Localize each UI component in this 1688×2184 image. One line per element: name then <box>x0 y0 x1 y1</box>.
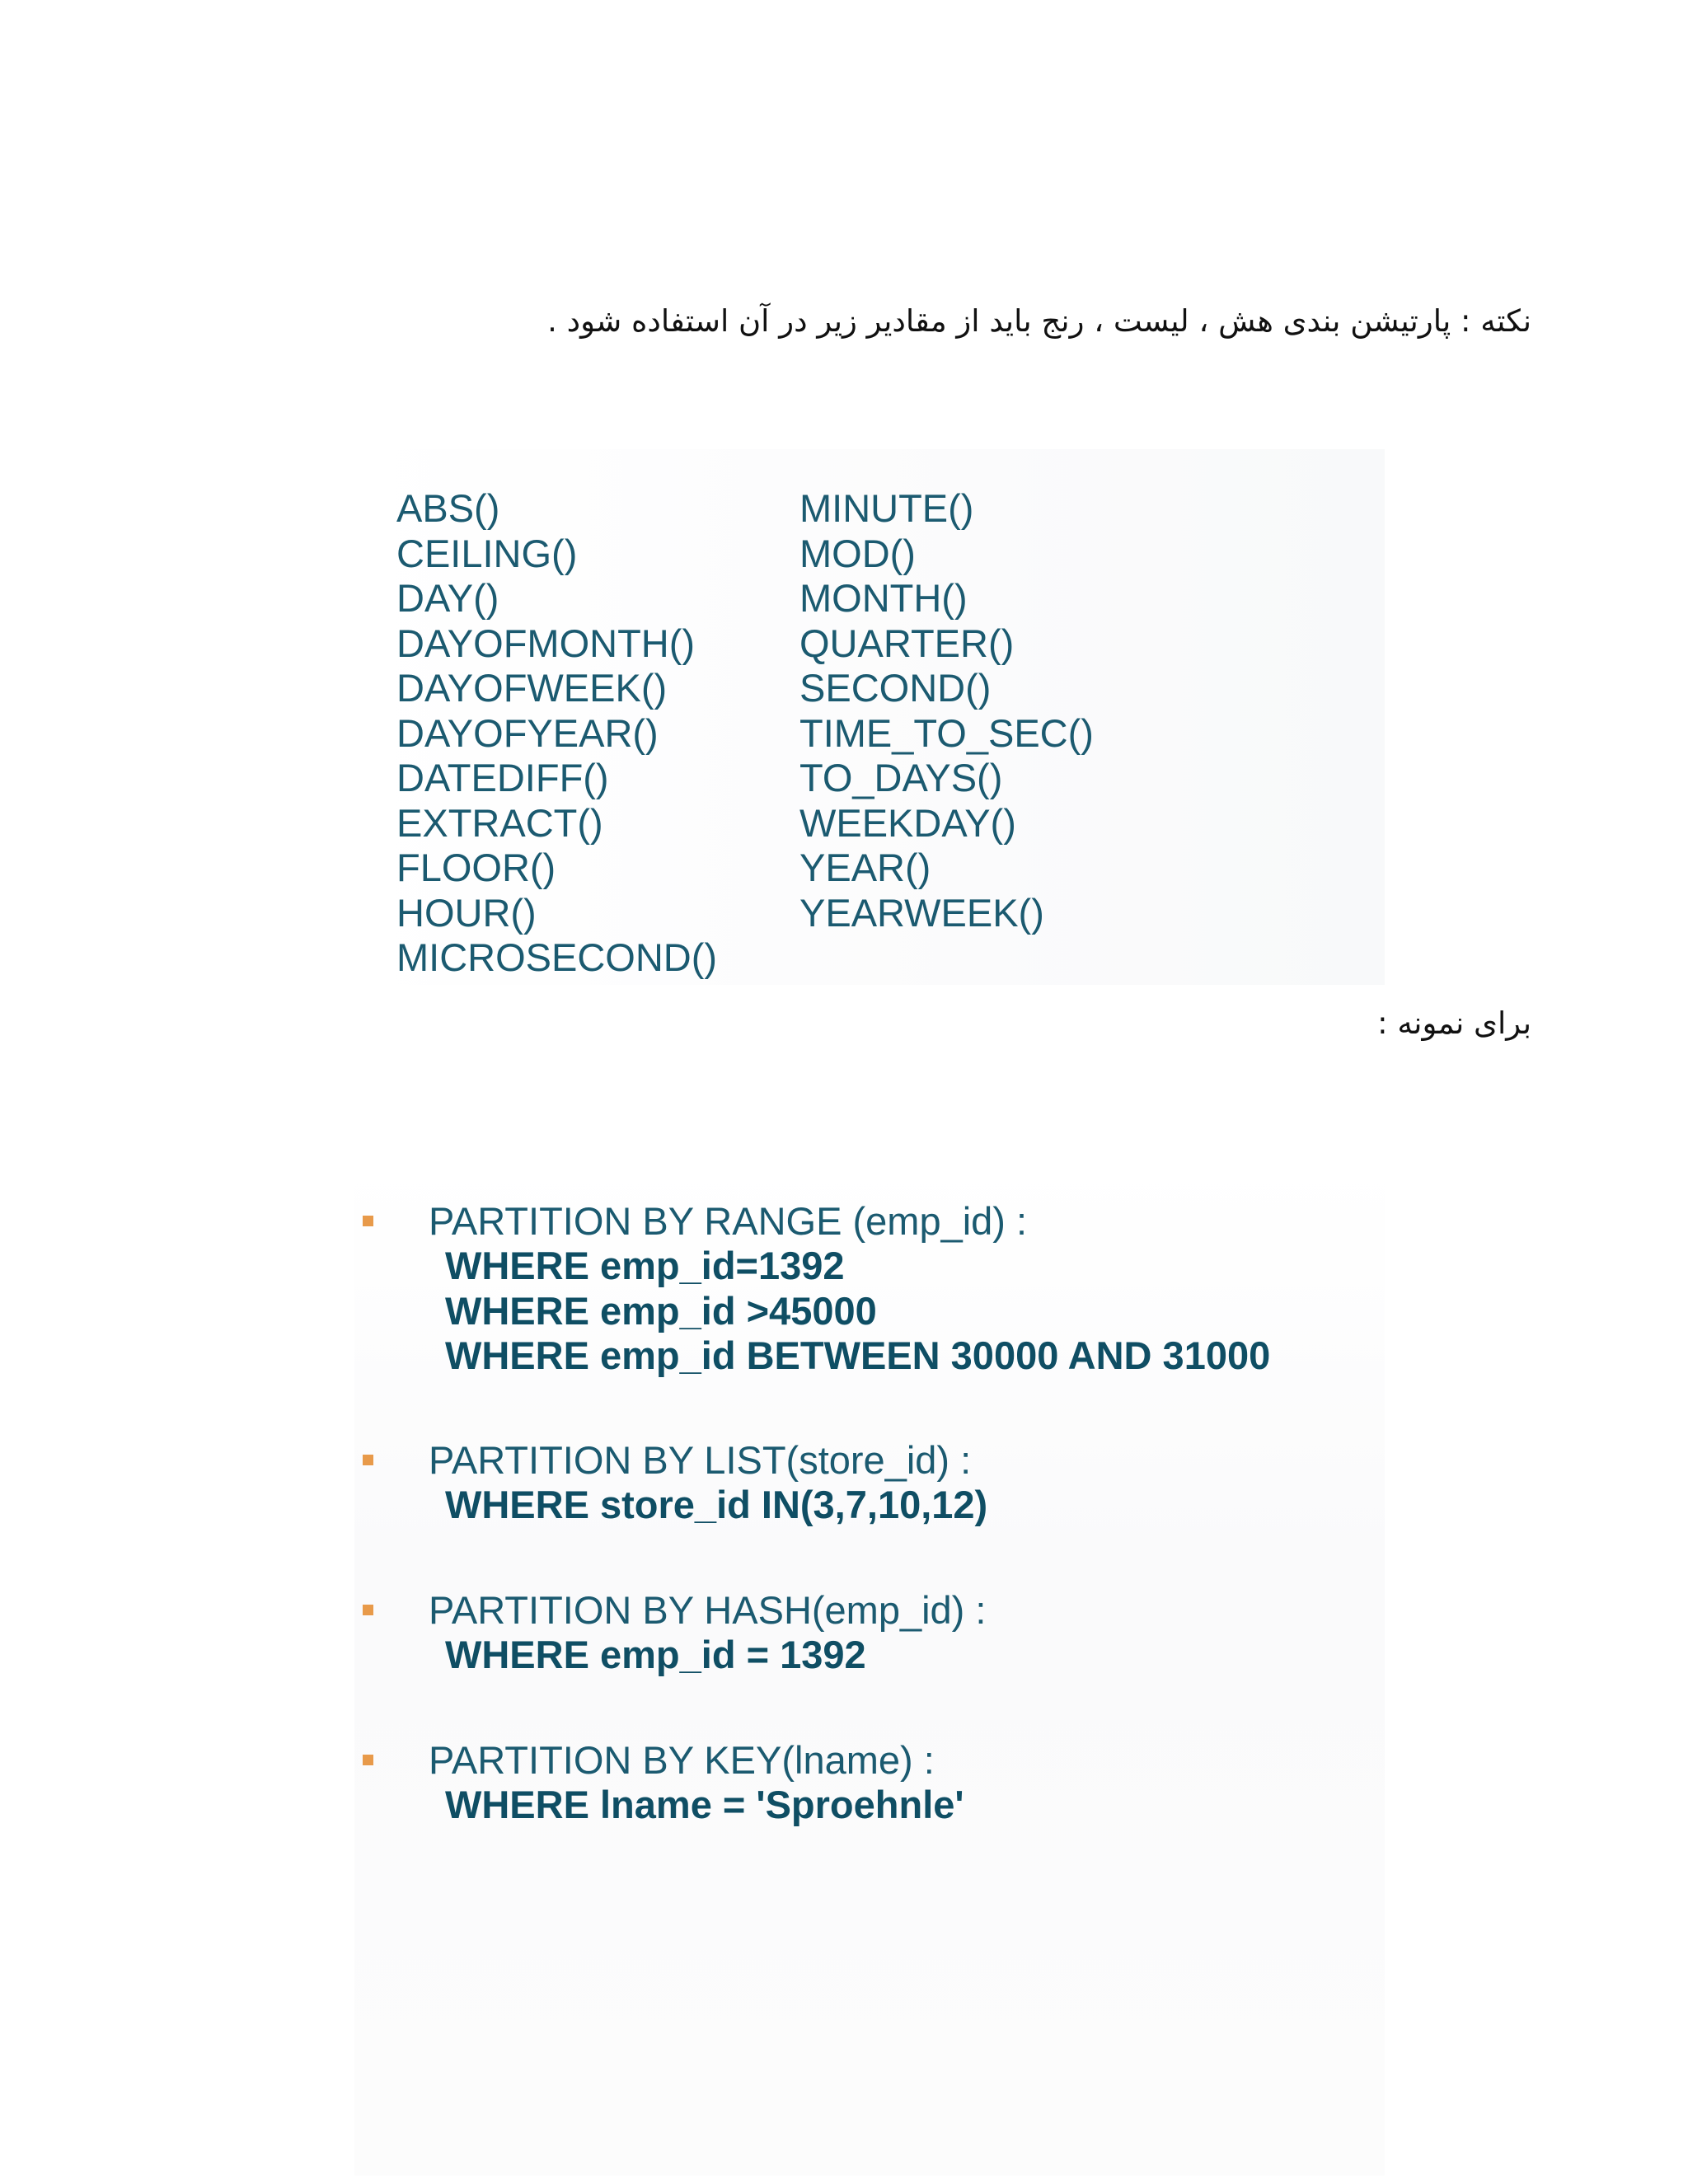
function-item: DATEDIFF() <box>396 756 609 799</box>
function-item: QUARTER() <box>799 621 1015 665</box>
example-heading: PARTITION BY HASH(emp_id) : <box>429 1588 987 1632</box>
function-item: DAYOFMONTH() <box>396 621 696 665</box>
function-item: EXTRACT() <box>396 800 603 845</box>
function-item: SECOND() <box>799 666 992 710</box>
where-clause: WHERE emp_id >45000 <box>445 1288 877 1333</box>
where-clause: WHERE emp_id = 1392 <box>445 1633 866 1676</box>
bullet-icon <box>363 1455 373 1465</box>
example-heading: PARTITION BY RANGE (emp_id) : <box>429 1199 1028 1243</box>
example-where-lines <box>445 1244 1270 1379</box>
function-item: CEILING() <box>396 531 578 575</box>
note-paragraph: نکته : پارتیشن بندی هش ، لیست ، رنج باید از مقادیر زیر در آن استفاده شود . <box>547 303 1531 339</box>
functions-list-right <box>799 486 1094 935</box>
example-where-lines <box>445 1483 987 1528</box>
function-item: FLOOR() <box>396 846 556 889</box>
function-item: MOD() <box>799 531 916 575</box>
where-clause: WHERE store_id IN(3,7,10,12) <box>445 1483 988 1526</box>
function-item: DAYOFYEAR() <box>396 710 659 755</box>
function-item: DAYOFWEEK() <box>396 666 668 710</box>
function-item: HOUR() <box>396 890 537 935</box>
example-where-lines <box>445 1633 866 1678</box>
function-item: TIME_TO_SEC() <box>799 710 1094 755</box>
function-item: ABS() <box>396 486 500 530</box>
where-clause: WHERE lname = 'Sproehnle' <box>445 1783 964 1826</box>
function-item: TO_DAYS() <box>799 756 1003 799</box>
function-item: WEEKDAY() <box>799 800 1016 845</box>
function-item: YEARWEEK() <box>799 890 1044 935</box>
example-where-lines <box>445 1783 964 1828</box>
function-item: MINUTE() <box>799 486 974 530</box>
where-clause: WHERE emp_id=1392 <box>445 1244 845 1287</box>
bullet-icon <box>363 1605 373 1615</box>
example-heading: PARTITION BY KEY(lname) : <box>429 1738 935 1782</box>
function-item: DAY() <box>396 576 499 620</box>
bullet-icon <box>363 1755 373 1765</box>
function-item: MONTH() <box>799 576 968 620</box>
where-clause: WHERE emp_id BETWEEN 30000 AND 31000 <box>445 1333 1271 1377</box>
example-heading: PARTITION BY LIST(store_id) : <box>429 1438 972 1482</box>
function-item: YEAR() <box>799 846 931 889</box>
example-label: برای نمونه : <box>1377 1005 1531 1041</box>
bullet-icon <box>363 1216 373 1226</box>
function-item: MICROSECOND() <box>396 935 718 979</box>
functions-list-left <box>396 486 717 981</box>
